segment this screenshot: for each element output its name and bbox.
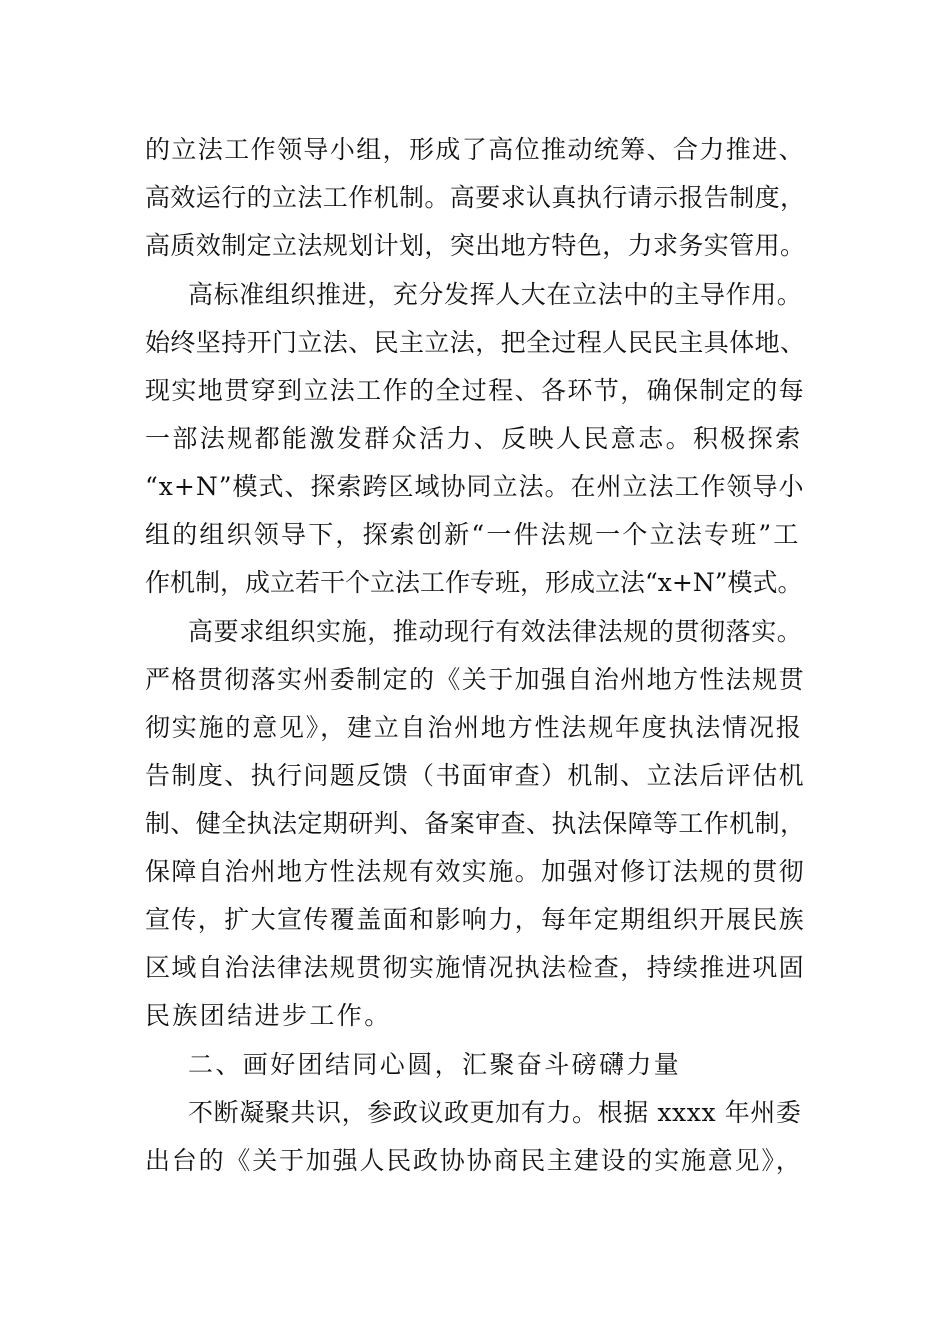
paragraph-first-line: 不断凝聚共识，参政议政更加有力。根据 xxxx 年州委 [188,1098,802,1127]
text-line: 区域自治法律法规贯彻实施情况执法检查，持续推进巩固 [145,953,806,982]
text-line: “x+N”模式、探索跨区域协同立法。在州立法工作领导小 [145,472,805,501]
text-line: 民族团结进步工作。 [145,1001,392,1030]
text-line: 保障自治州地方性法规有效实施。加强对修订法规的贯彻 [145,857,806,886]
text-line: 制、健全执法定期研判、备案审查、执法保障等工作机制， [145,809,806,838]
text-line: 出台的《关于加强人民政协协商民主建设的实施意见》， [145,1146,803,1175]
text-line: 高质效制定立法规划计划，突出地方特色，力求务实管用。 [145,231,806,260]
text-line: 彻实施的意见》，建立自治州地方性法规年度执法情况报 [145,713,803,742]
paragraph-first-line: 高要求组织实施，推动现行有效法律法规的贯彻落实。 [188,617,803,646]
text-line: 告制度、执行问题反馈（书面审查）机制、立法后评估机 [145,761,806,790]
text-line: 高效运行的立法工作机制。高要求认真执行请示报告制度， [145,183,806,212]
paragraph-first-line: 高标准组织推进，充分发挥人大在立法中的主导作用。 [188,280,803,309]
text-line: 作机制，成立若干个立法工作专班，形成立法“x+N”模式。 [145,568,803,597]
text-line: 一部法规都能激发群众活力、反映人民意志。积极探索 [145,424,803,453]
text-line: 始终坚持开门立法、民主立法，把全过程人民民主具体地、 [145,328,806,357]
section-heading: 二、画好团结同心圆，汇聚奋斗磅礴力量 [188,1050,682,1079]
text-line: 严格贯彻落实州委制定的《关于加强自治州地方性法规贯 [145,665,806,694]
text-line: 现实地贯穿到立法工作的全过程、各环节，确保制定的每 [145,376,806,405]
text-line: 的立法工作领导小组，形成了高位推动统筹、合力推进、 [145,135,806,164]
text-line: 组的组织领导下，探索创新“一件法规一个立法专班”工 [145,520,801,549]
text-line: 宣传，扩大宣传覆盖面和影响力，每年定期组织开展民族 [145,905,806,934]
